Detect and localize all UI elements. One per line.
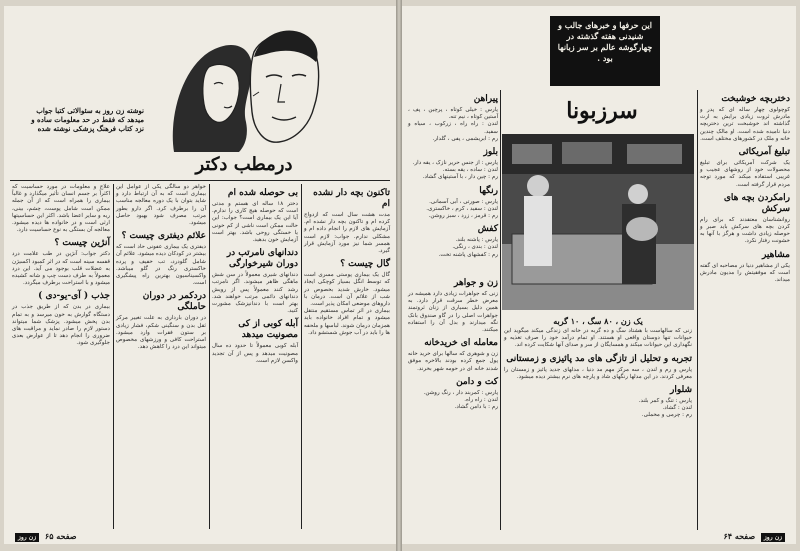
magazine-badge: زن روز [761, 533, 785, 542]
photo-scene-icon [502, 134, 694, 310]
right-page [402, 6, 796, 544]
left-column-4: تاکنون بچه دار نشده ام مدت هشت سال است که ازدواج کرده ام و تاکنون بچه دار نشده ام. آزمایش های لازم را انجام داده ام و مشکلی ندارم. جواب: لازم است همسر شما نیز مورد آزمایش قرار گیرد. گال چیست ؟ گال یک بیماری پوستی مسری است که توسط انگل بسیار کوچکی ایجاد میشود. خارش شدید بخصوص در شب از علائم آن است. درمان با داروهای موضعی امکان پذیر است. بیماری در اثر تماس مستقیم منتقل میشود و تمام افراد خانواده باید همزمان درمان شوند. لباسها و ملحفه ها را باید در آب جوش شستشو داد. [302, 188, 390, 336]
woman-with-dogs-photo [502, 134, 694, 310]
header-rule [10, 180, 390, 181]
right-footer [723, 531, 788, 542]
couple-illustration [154, 12, 324, 152]
column-rule [500, 90, 501, 530]
right-column-2: پیراهن پارس : خیلی کوتاه ، پرچین ، پف ، آستین کوتاه ، نیم تنه. لندن : راه راه ، زرکوب ، سیاه و سفید. رم : ابریشمی ، پفی ، گلدار. بلوز پارس : از جنس حریر نازک ، یقه دار. لندن : ساده ، یقه بسته. رم : چین دار ، با آستینهای گشاد. رنگها پارس : صورتی ، آبی آسمانی. لندن : سفید ، کرم ، خاکستری. رم : قرمز ، زرد ، سبز روشن. کفش پارس : پاشنه بلند. لندن : بندی ، رنگی. رم : کفشهای پاشنه تخت. [408, 94, 498, 258]
column-rule [209, 184, 210, 529]
column-rule [113, 184, 114, 529]
couple-drawing-icon [154, 12, 324, 152]
left-footer [12, 531, 77, 542]
left-column-3: بی حوصله شده ام دختر ۱۸ ساله ای هستم و مدتی است که حوصله هیچ کاری را ندارم. آیا این یک بیماری است؟ جواب: این حالت ممکن است ناشی از کم خونی یا خستگی روحی باشد. بهتر است آزمایش خون بدهید. دندانهای نامرتب در دوران شیرخوارگی دندانهای شیری معمولاً در سن شش ماهگی ظاهر میشوند. اگر نامرتب رشد کنند معمولاً پس از رویش دندانهای دائمی مرتب خواهند شد. بهتر است با دندانپزشک مشورت کنید. آبله کوبی از کی مصونیت میدهد آبله کوبی معمولاً تا حدود ده سال مصونیت میدهد و پس از آن تجدید واکسن لازم است. [210, 188, 298, 364]
column-rule [697, 90, 698, 530]
right-column-4: زنی که سالهاست با هشتاد سگ و ده گربه در خانه ای زندگی میکند میگوید این حیوانات تنها دوستان واقعی او هستند. او تمام درآمد خود را صرف تغذیه و نگهداری این حیوانات میکند و همسایگان از سر و صدای آنها شکایت کرده اند. تجربه و تحلیل از تازگی های مد پائیزی و زمستانی پارس و رم و لندن ، سه مرکز مهم مد دنیا ، مدلهای جدید پائیز و زمستان را معرفی کردند. در این مدلها رنگهای شاد و پارچه های نرم بیشتر دیده میشود. شلوار پارس : تنگ و کمر بلند. لندن : گشاد. رم : چرمی و مخملی. [502, 328, 692, 419]
page-title: درمطب دکتر [195, 154, 293, 175]
left-page [4, 6, 396, 544]
magazine-badge: زن روز [15, 533, 39, 542]
tagline-box: این حرفها و خبرهای جالب و شنیدنی هفته گذشته در چهارگوشه عالم بر سر زبانها بود . [550, 16, 660, 86]
intro-text: نوشته زن روز به سئوالاتی کتبا جواب میدهد که فقط در حد معلومات ساده و نزد کتاب فرهنگ پزشکی نوشته شده [31, 106, 144, 133]
right-main-title: سرزبونا [566, 98, 638, 124]
left-column-1: علاج و معلومات در مورد حساسیت که اکثراً بر جسم انسان تأثیر میگذارد و غالباً بیماری را همراه است که از آن جمله ممکن است شامل پوست، چشم، بینی، ریه و سایر اعضا باشد. اکثر این حساسیتها ارثی است و در خانواده ها دیده میشود. معالجه آن بستگی به نوع حساسیت دارد. آنژین چیست ؟ دکتر جواب: آنژین در طب علامت درد قفسه سینه است که در اثر کمبود اکسیژن به عضلات قلب بوجود می آید. این درد معمولاً به طرف دست چپ و شانه کشیده میشود و با استراحت برطرف میگردد. جذب ( آی-یو-دی ) بیماری در بدن که از طریق جذب در دستگاه گوارش به خون میرسد و به تمام بدن پخش میشود. پزشک شما میتواند دستور لازم را صادر نماید و مراقبت های ضروری را انجام دهد تا از عوارض بعدی جلوگیری شود. [10, 184, 110, 347]
column-rule [301, 184, 302, 529]
page-number: صفحه ۶۵ [44, 531, 77, 541]
right-column-3: زن و جواهر زنی که جواهرات زیادی دارد همیشه در معرض خطر سرقت قرار دارد. به همین دلیل بسیاری از زنان ثروتمند جواهرات اصلی را در گاو صندوق بانک نگه میدارند و بدل آن را استفاده میکنند. معامله ای خریدخانه زن و شوهری که سالها برای خرید خانه پول جمع کرده بودند بالاخره موفق شدند خانه ای در حومه شهر بخرند. کت و دامن پارس : کمربند دار ، رنگ روشن. لندن : راه راه. رم : با دامن گشاد. [406, 278, 498, 411]
right-column-1: دختربچه خوشبخت کوچولوی چهار ساله ای که پدر و مادرش ثروت زیادی برایش به ارث گذاشته اند خوشبخت ترین دختربچه دنیا نامیده شده است. او مالک چندین خانه و ملک در کشورهای مختلف است. تبلیغ آمریکائی یک شرکت آمریکائی برای تبلیغ محصولات خود از روشهای عجیب و غریبی استفاده میکند که مورد توجه مردم قرار گرفته است. رامکردن بچه های سرکش روانشناسان معتقدند که برای رام کردن بچه های سرکش باید صبر و حوصله زیادی داشت و هرگز با آنها به خشونت رفتار نکرد. مشاهیر یکی از مشاهیر دنیا در مصاحبه ای گفته است که موفقیتش را مدیون مادرش میداند. [698, 94, 790, 284]
left-column-2: خواهر دو سالگی یکی از عوامل این بیماری است که به آن ارتباط دارد و شاید بتوان با یک دوره معالجه مناسب آن را برطرف کرد. اگر دارو بطور مرتب مصرف شود بهبود حاصل میشود. علائم دیفتری چیست ؟ دیفتری یک بیماری عفونی حاد است که بیشتر در کودکان دیده میشود. علائم آن شامل گلودرد، تب خفیف و پرده خاکستری رنگ در گلو میباشد. واکسیناسیون بهترین راه پیشگیری است. دردکمر در دوران حاملگی در دوران بارداری به علت تغییر مرکز ثقل بدن و سنگینی شکم، فشار زیادی بر ستون فقرات وارد میشود. استراحت کافی و ورزشهای مخصوص میتواند این درد را کاهش دهد. [114, 184, 206, 351]
page-number: صفحه ۶۴ [723, 531, 756, 541]
photo-caption: یک زن ، ۸۰ سگ ، ۱۰ گربه [553, 316, 643, 326]
